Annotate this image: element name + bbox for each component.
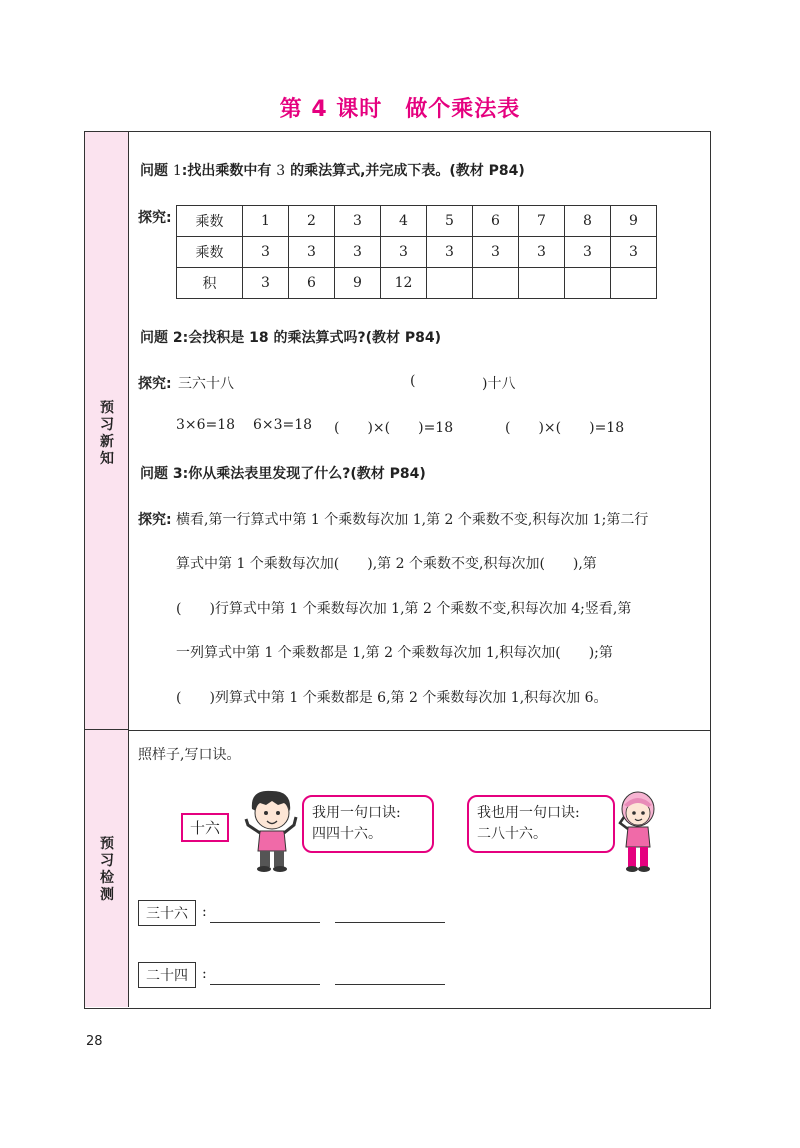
table-cell: 乘数 — [177, 206, 243, 237]
table-cell: 8 — [565, 206, 611, 237]
table-cell: 积 — [177, 268, 243, 299]
section-label-char: 新 — [100, 434, 114, 450]
table-cell: 2 — [289, 206, 335, 237]
paragraph-line: 横看,第一行算式中第 1 个乘数每次加 1,第 2 个乘数不变,积每次加 1;第二行 — [176, 512, 649, 528]
bubble-line: 四四十六。 — [312, 826, 382, 842]
answer-blank[interactable] — [210, 922, 320, 923]
page-number: 28 — [86, 1034, 103, 1049]
instruction-text: 照样子,写口诀。 — [138, 747, 241, 763]
question-2: 问题 2:会找积是 18 的乘法算式吗?(教材 P84) — [140, 330, 441, 346]
girl-character-icon — [612, 787, 662, 875]
table-cell: 3 — [289, 237, 335, 268]
answer-blank[interactable] — [335, 922, 445, 923]
section-label-char: 测 — [100, 887, 114, 903]
answer-cell[interactable] — [611, 268, 657, 299]
table-cell: 4 — [381, 206, 427, 237]
table-cell: 9 — [335, 268, 381, 299]
explore-label: 探究: — [138, 210, 172, 226]
table-cell: 3 — [519, 237, 565, 268]
rhyme-text: 三六十八 — [178, 376, 234, 392]
table-cell: 5 — [427, 206, 473, 237]
rhyme-blank-close: )十八 — [482, 376, 516, 392]
answer-blank[interactable] — [335, 984, 445, 985]
table-cell: 6 — [473, 206, 519, 237]
section-label-char: 习 — [100, 417, 114, 433]
section-label-char: 习 — [100, 853, 114, 869]
section-label-char: 预 — [100, 836, 114, 852]
table-cell: 3 — [243, 237, 289, 268]
section-label-char: 预 — [100, 400, 114, 416]
section-label-char: 检 — [100, 870, 114, 886]
paragraph-line: 一列算式中第 1 个乘数都是 1,第 2 个乘数每次加 1,积每次加( );第 — [176, 645, 613, 661]
explore-label: 探究: — [138, 512, 172, 528]
paragraph-line: 算式中第 1 个乘数每次加( ),第 2 个乘数不变,积每次加( ),第 — [176, 556, 597, 572]
table-row — [177, 268, 657, 299]
question-3: 问题 3:你从乘法表里发现了什么?(教材 P84) — [140, 466, 426, 482]
table-cell: 3 — [565, 237, 611, 268]
equation: 3×6=18 — [176, 417, 236, 433]
table-cell: 3 — [381, 237, 427, 268]
answer-cell[interactable] — [473, 268, 519, 299]
table-cell: 7 — [519, 206, 565, 237]
table-cell: 乘数 — [177, 237, 243, 268]
equation-blank[interactable]: ( )×( )=18 — [334, 420, 454, 436]
equation: 6×3=18 — [253, 417, 313, 433]
boy-character-icon — [240, 785, 302, 875]
speech-bubble-left — [302, 795, 434, 853]
paragraph-line: ( )行算式中第 1 个乘数每次加 1,第 2 个乘数不变,积每次加 4;竖看,第 — [176, 601, 632, 617]
table-row — [177, 237, 657, 268]
section-preview-sidebar — [85, 132, 129, 730]
table-row — [177, 206, 657, 237]
table-cell: 3 — [335, 237, 381, 268]
table-cell: 3 — [611, 237, 657, 268]
table-cell: 3 — [473, 237, 519, 268]
rhyme-box: 三十六 — [138, 900, 196, 926]
table-cell: 6 — [289, 268, 335, 299]
answer-cell[interactable] — [565, 268, 611, 299]
table-cell: 12 — [381, 268, 427, 299]
section-check-sidebar — [85, 730, 129, 1007]
colon: : — [202, 966, 207, 982]
rhyme-box: 二十四 — [138, 962, 196, 988]
answer-blank[interactable] — [210, 984, 320, 985]
multiplication-table — [176, 205, 657, 299]
speech-bubble-right — [467, 795, 615, 853]
question-1: 问题 1:找出乘数中有 3 的乘法算式,并完成下表。(教材 P84) — [140, 163, 525, 179]
section-label-char: 知 — [100, 451, 114, 467]
bubble-line: 我也用一句口诀: — [477, 805, 580, 821]
equation-blank[interactable]: ( )×( )=18 — [505, 420, 625, 436]
bubble-line: 二八十六。 — [477, 826, 547, 842]
bubble-line: 我用一句口诀: — [312, 805, 401, 821]
example-box: 十六 — [181, 813, 229, 842]
explore-label: 探究: — [138, 376, 172, 392]
answer-cell[interactable] — [427, 268, 473, 299]
section-divider — [129, 730, 710, 731]
table-cell: 3 — [243, 268, 289, 299]
rhyme-blank-open: ( — [410, 373, 416, 389]
colon: : — [202, 904, 207, 920]
table-cell: 9 — [611, 206, 657, 237]
table-cell: 3 — [335, 206, 381, 237]
page-title: 第 4 课时 做个乘法表 — [279, 97, 521, 122]
table-cell: 3 — [427, 237, 473, 268]
paragraph-line: ( )列算式中第 1 个乘数都是 6,第 2 个乘数每次加 1,积每次加 6。 — [176, 690, 608, 706]
table-cell: 1 — [243, 206, 289, 237]
answer-cell[interactable] — [519, 268, 565, 299]
